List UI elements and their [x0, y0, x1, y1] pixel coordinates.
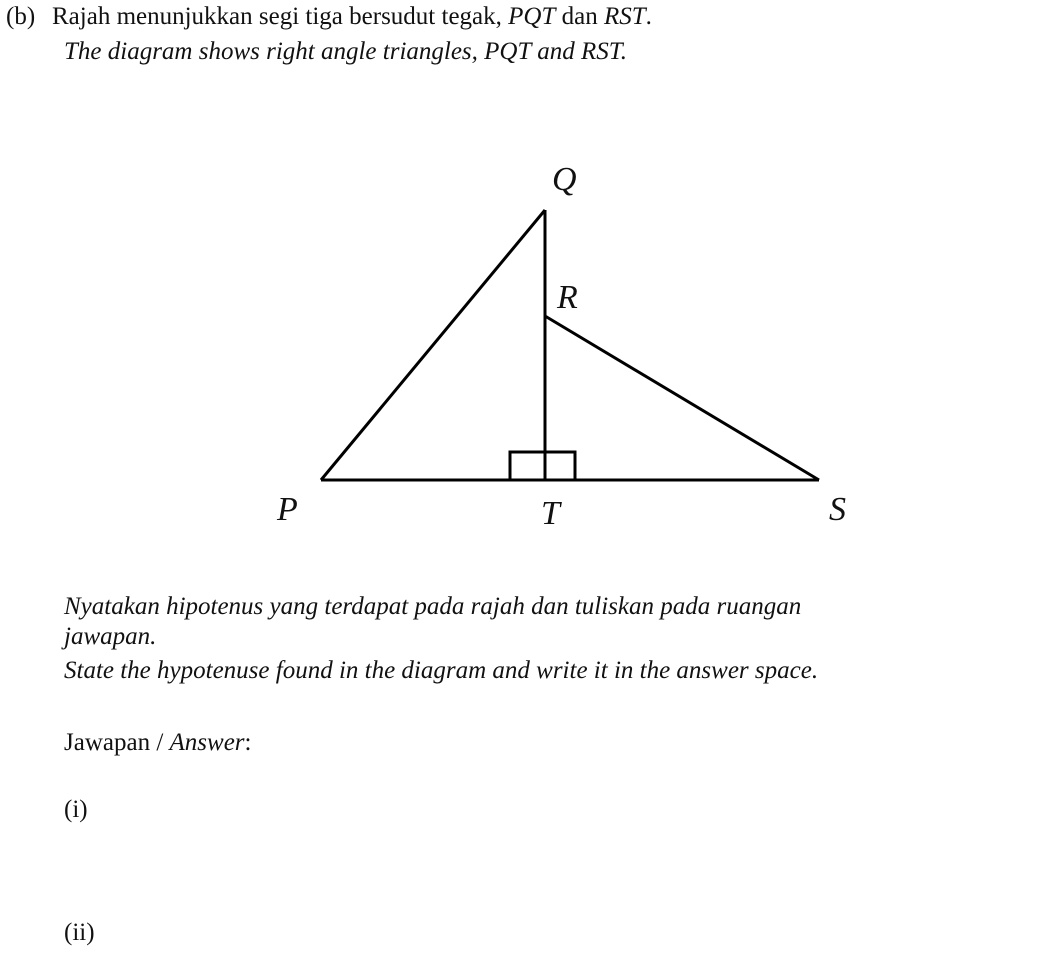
right-angle-marker	[510, 452, 575, 480]
answer-item-i: (i)	[64, 796, 88, 823]
vertex-label-P: P	[277, 491, 298, 528]
segment-PQ	[321, 210, 545, 480]
answer-label-colon: :	[244, 729, 252, 756]
question-number: (b)	[6, 3, 36, 30]
answer-label-malay: Jawapan /	[64, 729, 170, 756]
instruction-malay-line-2: jawapan.	[64, 623, 157, 650]
instruction-english: State the hypotenuse found in the diagram and write it in the answer space.	[64, 657, 819, 684]
question-title-english: The diagram shows right angle triangles, PQT and RST.	[64, 38, 628, 65]
instruction-malay-line-1: Nyatakan hipotenus yang terdapat pada rajah dan tuliskan pada ruangan	[64, 593, 802, 620]
vertex-label-T: T	[541, 495, 560, 532]
vertex-label-R: R	[557, 279, 578, 316]
vertex-label-S: S	[829, 491, 846, 528]
answer-item-ii: (ii)	[64, 919, 95, 946]
answer-label-english: Answer	[169, 729, 245, 756]
title-ms-prefix: Rajah menunjukkan segi tiga bersudut tegak,	[52, 3, 509, 30]
vertex-label-Q: Q	[552, 161, 577, 198]
title-ms-triangle-2: RST	[603, 3, 646, 30]
title-ms-suffix: .	[645, 3, 652, 30]
title-ms-triangle-1: PQT	[508, 3, 556, 30]
title-ms-and: dan	[555, 3, 604, 30]
segment-RS	[545, 316, 819, 480]
answer-label	[64, 728, 251, 758]
